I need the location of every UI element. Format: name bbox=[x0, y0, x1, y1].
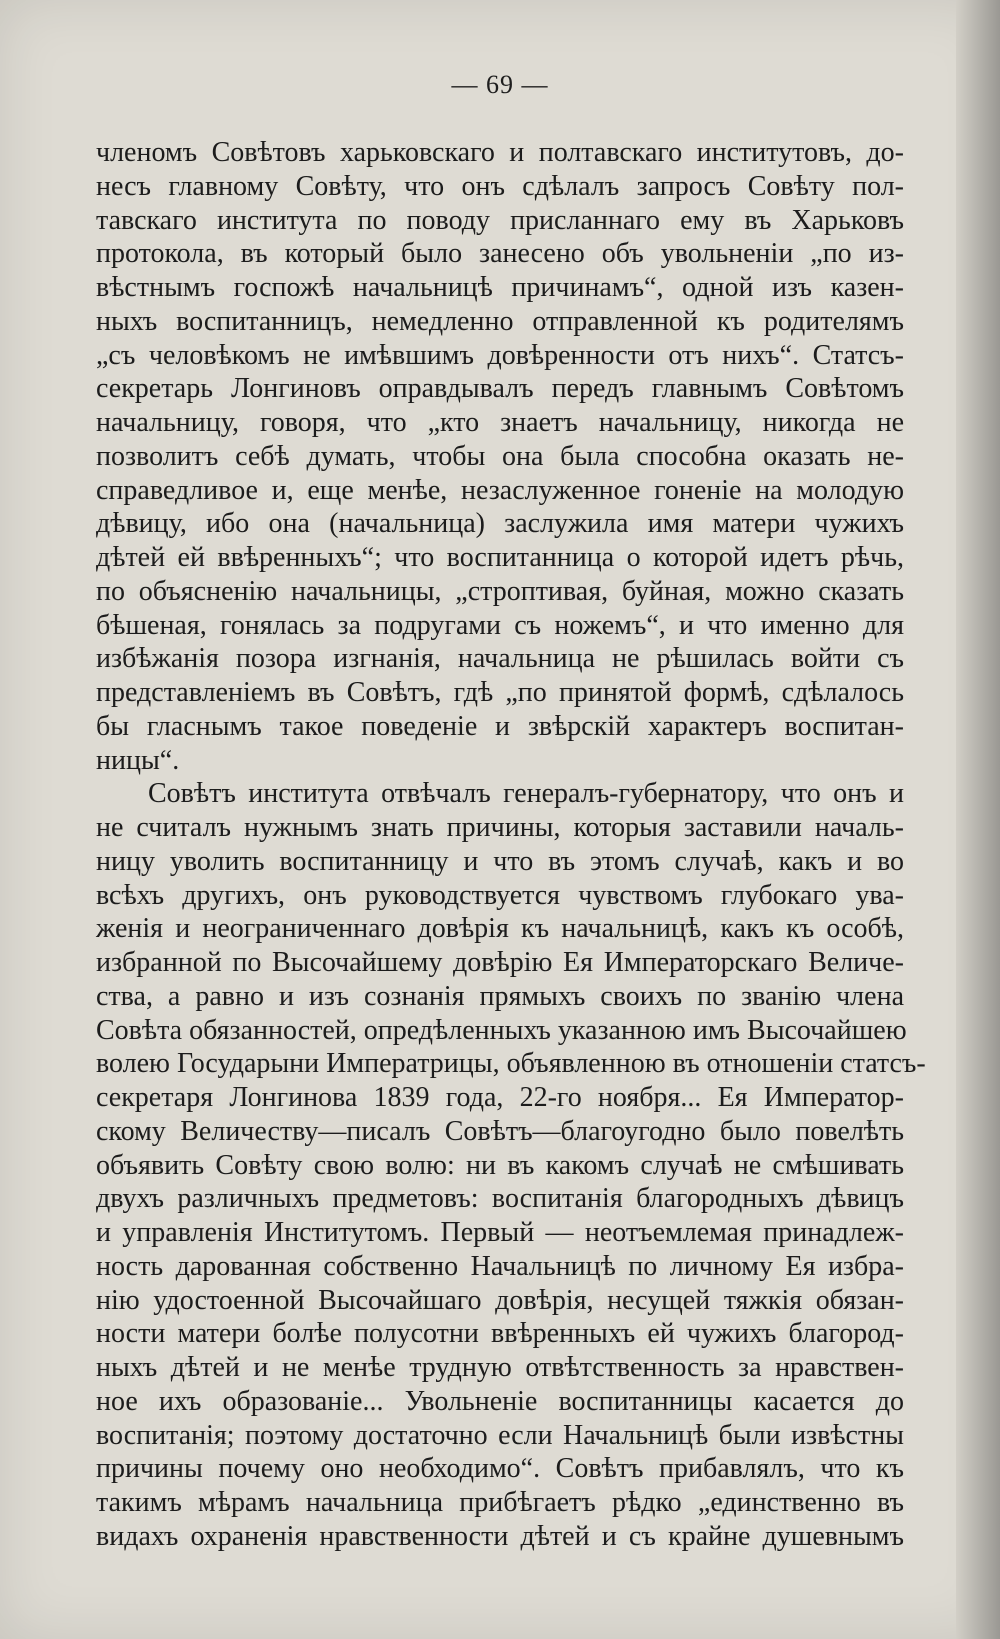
text-line: тавскаго института по поводу присланнаго ему въ Харьковъ bbox=[96, 204, 904, 236]
text-line: секретарь Лонгиновъ оправдывалъ передъ главнымъ Совѣтомъ bbox=[96, 373, 904, 405]
text-line: двухъ различныхъ предметовъ: воспитанія благородныхъ дѣвицъ bbox=[96, 1183, 904, 1215]
text-line: несъ главному Совѣту, что онъ сдѣлалъ запросъ Совѣту пол- bbox=[96, 170, 904, 202]
text-line: избранной по Высочайшему довѣрію Ея Императорскаго Величе- bbox=[96, 947, 904, 978]
text-line: позволитъ себѣ думать, чтобы она была способна оказать не- bbox=[96, 440, 904, 472]
paragraph-2 bbox=[96, 777, 926, 1553]
text-line: дѣвицу, ибо она (начальница) заслужила имя матери чужихъ bbox=[96, 508, 904, 540]
page-edge-shadow bbox=[956, 0, 1000, 1639]
text-line: скому Величеству—писалъ Совѣтъ—благоугодно было повелѣть bbox=[96, 1115, 904, 1147]
text-line: женія и неограниченнаго довѣрія къ начальницѣ, какъ къ особѣ, bbox=[96, 913, 904, 945]
text-line: ницы“. bbox=[96, 744, 180, 776]
text-line: вѣстнымъ госпожѣ начальницѣ причинамъ“, одной изъ казен- bbox=[96, 272, 904, 303]
text-line: ное ихъ образованіе... Увольненіе воспитанницы касается до bbox=[96, 1385, 904, 1417]
text-line: Совѣта обязанностей, опредѣленныхъ указанною имъ Высочайшею bbox=[96, 1014, 907, 1046]
text-line: начальницу, говоря, что „кто знаетъ начальницу, никогда не bbox=[96, 407, 904, 438]
text-line: видахъ охраненія нравственности дѣтей и съ крайне душевнымъ bbox=[96, 1520, 904, 1552]
text-line: справедливое и, еще менѣе, незаслуженное гоненіе на молодую bbox=[96, 474, 904, 506]
text-line: не считалъ нужнымъ знать причины, которыя заставили началь- bbox=[96, 812, 904, 843]
text-line: секретаря Лонгинова 1839 года, 22-го ноября... Ея Император- bbox=[96, 1082, 904, 1113]
text-line: „съ человѣкомъ не имѣвшимъ довѣренности отъ нихъ“. Статсъ- bbox=[96, 339, 904, 371]
text-line: всѣхъ другихъ, онъ руководствуется чувствомъ глубокаго ува- bbox=[96, 879, 904, 911]
text-line: ства, а равно и изъ сознанія прямыхъ своихъ по званію члена bbox=[96, 980, 904, 1012]
body-text bbox=[96, 136, 926, 1554]
text-line: ности матери болѣе полусотни ввѣренныхъ ей чужихъ благород- bbox=[96, 1318, 904, 1350]
paragraph-1 bbox=[96, 136, 904, 777]
text-line: бѣшеная, гонялась за подругами съ ножемъ“, и что именно для bbox=[96, 609, 904, 641]
text-line: протокола, въ который было занесено объ увольненіи „по из- bbox=[96, 238, 904, 270]
text-line: по объясненію начальницы, „строптивая, буйная, можно сказать bbox=[96, 575, 904, 607]
text-line: ныхъ дѣтей и не менѣе трудную отвѣтственность за нравствен- bbox=[96, 1352, 904, 1383]
text-line: ныхъ воспитанницъ, немедленно отправленной къ родителямъ bbox=[96, 305, 904, 337]
text-line: бы гласнымъ такое поведеніе и звѣрскій характеръ воспитан- bbox=[96, 710, 904, 742]
text-line: волею Государыни Императрицы, объявленною въ отношеніи статсъ- bbox=[96, 1048, 926, 1080]
text-line: и управленія Институтомъ. Первый — неотъемлемая принадлеж- bbox=[96, 1217, 904, 1248]
text-line: представленіемъ въ Совѣтъ, гдѣ „по принятой формѣ, сдѣлалось bbox=[96, 677, 904, 708]
text-line: такимъ мѣрамъ начальница прибѣгаетъ рѣдко „единственно въ bbox=[96, 1487, 904, 1518]
text-line: дѣтей ей ввѣренныхъ“; что воспитанница о которой идетъ рѣчь, bbox=[96, 542, 904, 573]
text-line: ность дарованная собственно Начальницѣ по личному Ея избра- bbox=[96, 1250, 904, 1282]
text-line: воспитанія; поэтому достаточно если Начальницѣ были извѣстны bbox=[96, 1419, 904, 1451]
text-line: избѣжанія позора изгнанія, начальница не рѣшилась войти съ bbox=[96, 643, 904, 675]
text-line: ницу уволить воспитанницу и что въ этомъ случаѣ, какъ и во bbox=[96, 845, 904, 877]
text-line: членомъ Совѣтовъ харьковскаго и полтавскаго институтовъ, до- bbox=[96, 137, 904, 168]
text-line: объявить Совѣту свою волю: ни въ какомъ случаѣ не смѣшивать bbox=[96, 1149, 904, 1181]
text-line: Совѣтъ института отвѣчалъ генералъ-губернатору, что онъ и bbox=[148, 778, 904, 810]
text-line: нію удостоенной Высочайшаго довѣрія, несущей тяжкія обязан- bbox=[96, 1284, 904, 1316]
page-number: — 69 — bbox=[451, 70, 549, 99]
text-line: причины почему оно необходимо“. Совѣтъ прибавлялъ, что къ bbox=[96, 1453, 904, 1485]
